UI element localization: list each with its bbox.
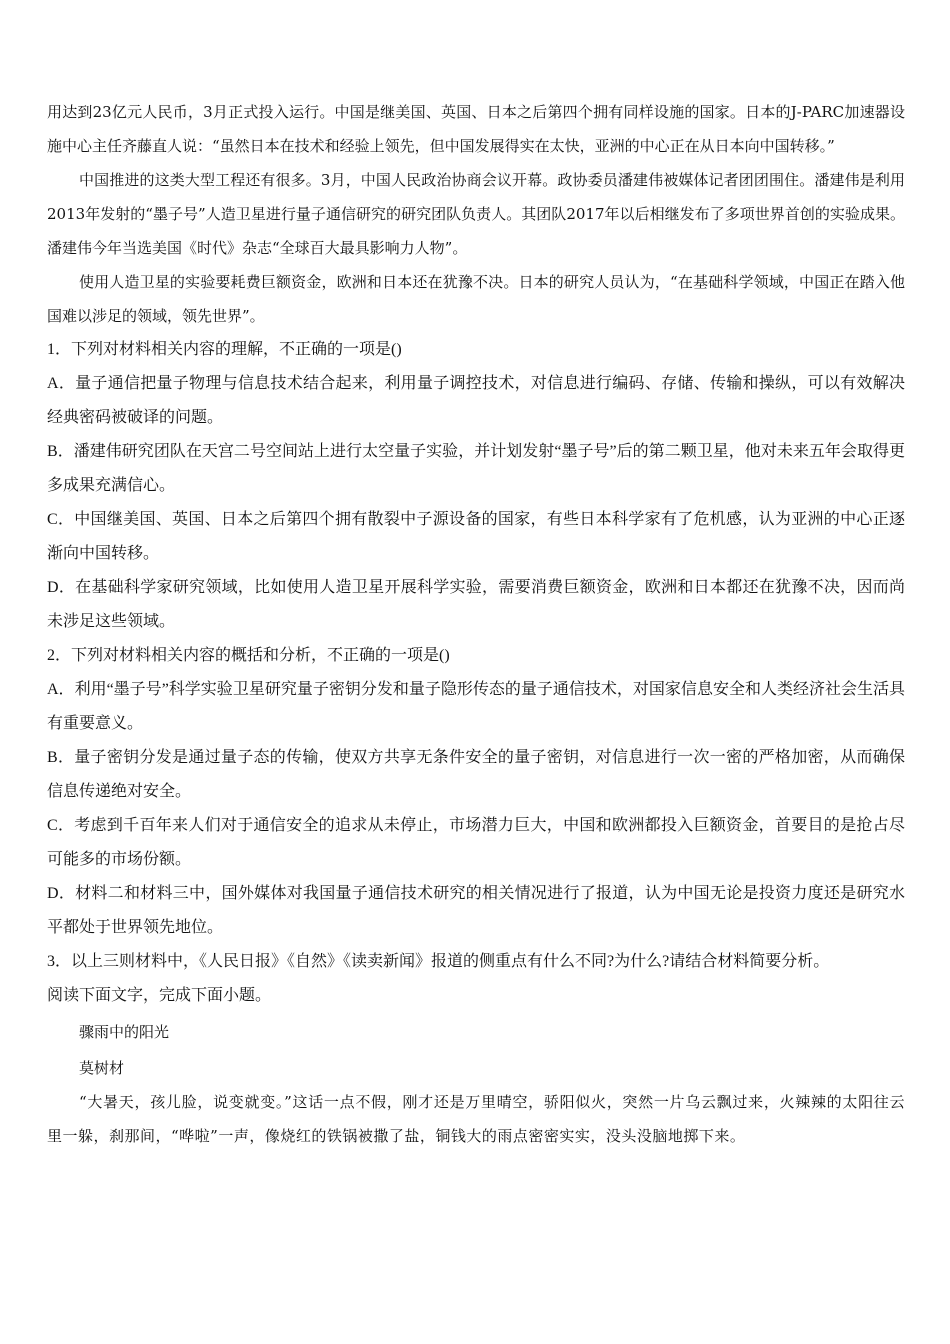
question-2-option-c: C．考虑到千百年来人们对于通信安全的追求从未停止，市场潜力巨大，中国和欧洲都投入巨额资金，首要目的是抢占尽可能多的市场份额。 [47,817,905,868]
question-1-option-a: A．量子通信把量子物理与信息技术结合起来，利用量子调控技术，对信息进行编码、存储、传输和操纵，可以有效解决经典密码被破译的问题。 [47,375,905,426]
material-paragraph-3: 使用人造卫星的实验要耗费巨额资金，欧洲和日本还在犹豫不决。日本的研究人员认为，“在基础科学领域，中国正在踏入他国难以涉足的领域，领先世界”。 [47,273,905,325]
question-1-option-b: B．潘建伟研究团队在天宫二号空间站上进行太空量子实验，并计划发射“墨子号”后的第二颗卫星，他对未来五年会取得更多成果充满信心。 [47,443,905,494]
question-1-option-c: C．中国继美国、英国、日本之后第四个拥有散裂中子源设备的国家，有些日本科学家有了危机感，认为亚洲的中心正逐渐向中国转移。 [47,511,905,562]
question-2-option-a: A．利用“墨子号”科学实验卫星研究量子密钥分发和量子隐形传态的量子通信技术，对国家信息安全和人类经济社会生活具有重要意义。 [47,681,905,732]
question-2-stem: 2．下列对材料相关内容的概括和分析，不正确的一项是() [47,647,450,664]
story-title: 骤雨中的阳光 [79,1023,170,1041]
story-author: 莫树材 [79,1059,125,1077]
document-page [47,95,905,1153]
story-paragraph-1: “大暑天，孩儿脸，说变就变。”这话一点不假，刚才还是万里晴空，骄阳似火，突然一片乌云飘过来，火辣辣的太阳往云里一躲，刹那间，“哗啦”一声，像烧红的铁锅被撒了盐，铜钱大的雨点密密实实，没头没脑地掷下来。 [47,1093,905,1145]
question-2-option-d: D．材料二和材料三中，国外媒体对我国量子通信技术研究的相关情况进行了报道，认为中国无论是投资力度还是研究水平都处于世界领先地位。 [47,885,905,936]
question-1-stem: 1．下列对材料相关内容的理解，不正确的一项是() [47,341,402,358]
reading-instruction: 阅读下面文字，完成下面小题。 [47,987,272,1004]
material-paragraph-2: 中国推进的这类大型工程还有很多。3月，中国人民政治协商会议开幕。政协委员潘建伟被媒体记者团团围住。潘建伟是利用2013年发射的“墨子号”人造卫星进行量子通信研究的研究团队负责人。其团队2017年以后相继发布了多项世界首创的实验成果。潘建伟今年当选美国《时代》杂志“全球百大最具影响力人物”。 [47,171,905,257]
question-1-option-d: D．在基础科学家研究领域，比如使用人造卫星开展科学实验，需要消费巨额资金，欧洲和日本都还在犹豫不决，因而尚未涉足这些领域。 [47,579,905,630]
question-3-stem: 3．以上三则材料中，《人民日报》《自然》《读卖新闻》报道的侧重点有什么不同?为什么?请结合材料简要分析。 [47,953,830,970]
question-2-option-b: B．量子密钥分发是通过量子态的传输，使双方共享无条件安全的量子密钥，对信息进行一次一密的严格加密，从而确保信息传递绝对安全。 [47,749,905,800]
material-paragraph-1: 用达到23亿元人民币，3月正式投入运行。中国是继美国、英国、日本之后第四个拥有同样设施的国家。日本的J-PARC加速器设施中心主任齐藤直人说：“虽然日本在技术和经验上领先，但中国发展得实在太快，亚洲的中心正在从日本向中国转移。” [47,103,905,155]
